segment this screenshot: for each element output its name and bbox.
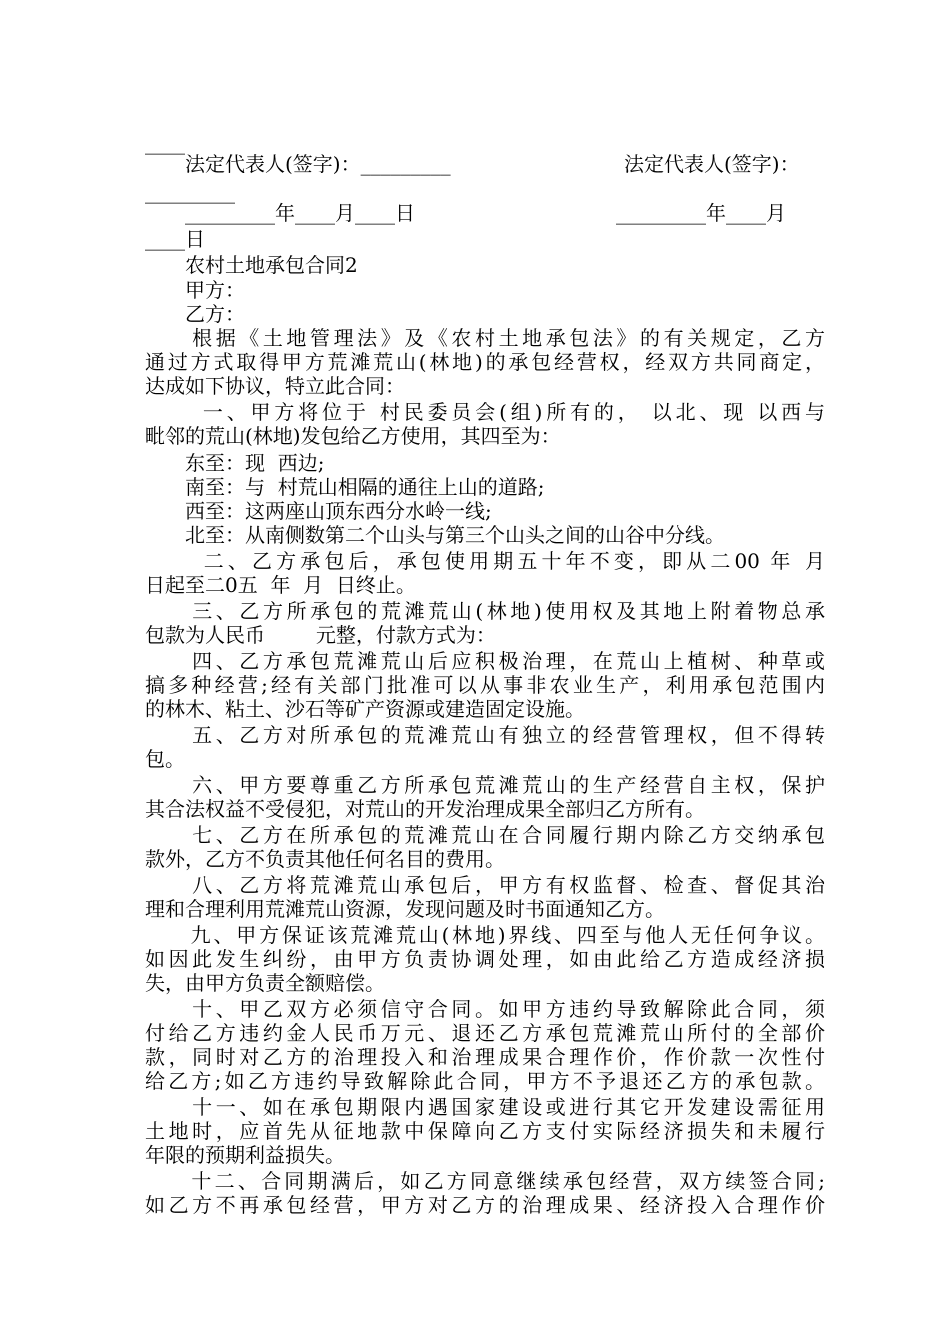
body-line: 土地时，应首先从征地款中保障向乙方支付实际经济损失和未履行 [145,1119,825,1143]
body-line: 付给乙方违约金人民币万元、退还乙方承包荒滩荒山所付的全部价 [145,1021,825,1045]
body-line: 款，同时对乙方的治理投入和治理成果合理作价，作价款一次性付 [145,1045,825,1069]
body-line: 东至：现 西边; [145,451,325,475]
body-line: 北至：从南侧数第二个山头与第三个山头之间的山谷中分线。 [145,523,725,547]
body-line: 理和合理利用荒滩荒山资源，发现问题及时书面通知乙方。 [145,897,665,921]
body-line: 一、甲方将位于 村民委员会(组)所有的， 以北、现 以西与 [145,400,825,424]
left-representative-signature: 法定代表人(签字)：_________ [145,152,451,176]
body-line: 十二、合同期满后，如乙方同意继续承包经营，双方续签合同; [145,1169,825,1193]
party-b-label: 乙方： [145,302,245,326]
right-representative-signature: 法定代表人(签字)： [624,152,800,176]
body-line: 七、乙方在所承包的荒滩荒山在合同履行期内除乙方交纳承包 [145,823,825,847]
body-line: 十一、如在承包期限内遇国家建设或进行其它开发建设需征用 [145,1095,825,1119]
body-line: 四、乙方承包荒滩荒山后应积极治理，在荒山上植树、种草或 [145,649,825,673]
signature-date-continuation: ____日 [145,227,205,251]
body-line: 失，由甲方负责全额赔偿。 [145,971,385,995]
body-line: 五、乙方对所承包的荒滩荒山有独立的经营管理权，但不得转 [145,723,825,747]
body-line: 六、甲方要尊重乙方所承包荒滩荒山的生产经营自主权，保护 [145,773,825,797]
body-line: 款外，乙方不负责其他任何名目的费用。 [145,847,505,871]
body-line: 如乙方不再承包经营，甲方对乙方的治理成果、经济投入合理作价 [145,1193,825,1217]
body-line: 包。 [145,747,185,771]
body-line: 达成如下协议，特立此合同： [145,374,405,398]
body-line: 通过方式取得甲方荒滩荒山(林地)的承包经营权，经双方共同商定， [145,350,825,374]
right-signature-date: _________年____月 [616,201,786,225]
body-line: 给乙方;如乙方违约导致解除此合同，甲方不予退还乙方的承包款。 [145,1069,825,1093]
body-line: 年限的预期利益损失。 [145,1143,345,1167]
body-line: 三、乙方所承包的荒滩荒山(林地)使用权及其地上附着物总承 [145,599,825,623]
body-line: 西至：这两座山顶东西分水岭一线; [145,499,492,523]
signature-continuation-rule: _________ [145,180,235,204]
body-line: 搞多种经营;经有关部门批准可以从事非农业生产，利用承包范围内 [145,673,825,697]
contract-title: 农村土地承包合同2 [145,253,358,277]
party-a-label: 甲方： [145,278,245,302]
body-line: 南至：与 村荒山相隔的通往上山的道路; [145,475,545,499]
left-signature-date: _________年____月____日 [145,201,415,225]
body-line: 日起至二0五 年 月 日终止。 [145,573,416,597]
body-line: 毗邻的荒山(林地)发包给乙方使用，其四至为： [145,424,561,448]
body-line: 十、甲乙双方必须信守合同。如甲方违约导致解除此合同，须 [145,997,825,1021]
body-line: 九、甲方保证该荒滩荒山(林地)界线、四至与他人无任何争议。 [145,923,825,947]
body-line: 如因此发生纠纷，由甲方负责协调处理，如由此给乙方造成经济损 [145,947,825,971]
body-line: 的林木、粘土、沙石等矿产资源或建造固定设施。 [145,697,585,721]
body-line: 包款为人民币 元整，付款方式为： [145,623,496,647]
body-line: 其合法权益不受侵犯，对荒山的开发治理成果全部归乙方所有。 [145,797,705,821]
body-line: 八、乙方将荒滩荒山承包后，甲方有权监督、检查、督促其治 [145,873,825,897]
body-line: 二、乙方承包后，承包使用期五十年不变，即从二00 年 月 [145,549,825,573]
signature-top-rule: ____ [145,131,185,155]
body-line: 根据《土地管理法》及《农村土地承包法》的有关规定，乙方 [145,326,825,350]
